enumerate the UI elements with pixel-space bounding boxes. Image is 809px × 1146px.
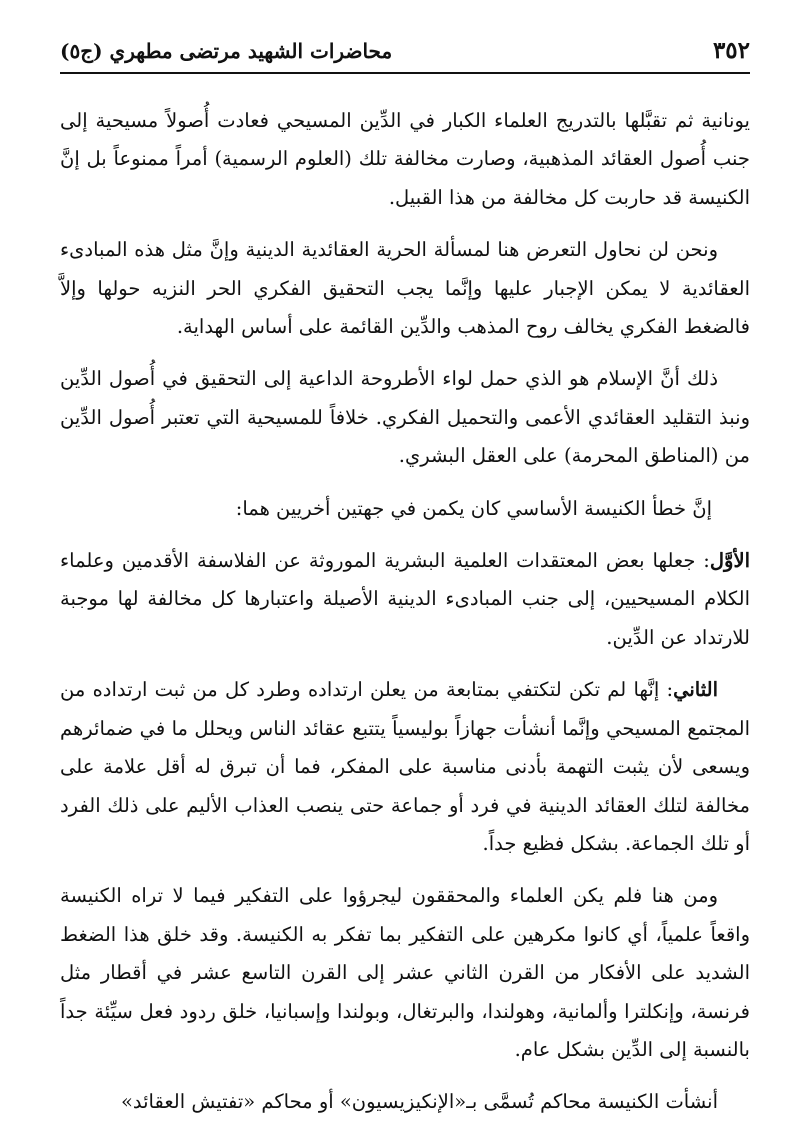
paragraph-8 <box>60 1083 750 1121</box>
paragraph-7 <box>60 877 750 1069</box>
paragraph-4 <box>60 490 750 528</box>
paragraph-7-text: ومن هنا فلم يكن العلماء والمحققون ليجرؤوا على التفكير فيما لا تراه الكنيسة واقعاً علمياً، أي كانوا مكرهين على التفكير بما تفكر به الكنيسة. وقد خلق هذا الضغط الشديد على الأفكار من القرن الثاني عشر إلى القرن التاسع عشر في أقطار مثل فرنسة، وإنكلترا وألمانية، وهولندا، والبرتغال، وبولندا وإسبانيا، خلق ردود فعل سيِّئة جداً بالنسبة إلى الدِّين بشكل عام. <box>60 884 750 1061</box>
header-rule <box>60 72 750 74</box>
paragraph-6-text: : إنَّها لم تكن لتكتفي بمتابعة من يعلن ارتداده وطرد كل من ثبت ارتداده من المجتمع المسيحي وإنَّما أنشأت جهازاً بوليسياً يتتبع عقائد الناس ويحلل ما في ضمائرهم ويسعى لأن يثبت التهمة بأدنى مناسبة على المفكر، فما أن تبرق له أقل علامة على مخالفة لتلك العقائد الدينية في فرد أو جماعة حتى ينصب العذاب الأليم على ذلك الفرد أو تلك الجماعة. بشكل فظيع جداً. <box>60 678 750 855</box>
paragraph-5-lead: الأوَّل <box>709 549 750 573</box>
paragraph-3-text: ذلك أنَّ الإسلام هو الذي حمل لواء الأطروحة الداعية إلى التحقيق في أُصول الدِّين ونبذ التقليد العقائدي الأعمى والتحميل الفكري. خلافاً للمسيحية التي تعتبر أُصول الدِّين من (المناطق المحرمة) على العقل البشري. <box>60 367 750 468</box>
running-title: محاضرات الشهيد مرتضى مطهري (ج٥) <box>60 39 393 63</box>
paragraph-6-lead: الثاني <box>673 678 718 702</box>
paragraph-2 <box>60 231 750 346</box>
paragraph-8-text: أنشأت الكنيسة محاكم تُسمَّى بـ«الإنكيزيسيون» أو محاكم «تفتيش العقائد» <box>120 1090 718 1114</box>
paragraph-6 <box>60 671 750 863</box>
body-text <box>60 102 750 1122</box>
paragraph-5-text: : جعلها بعض المعتقدات العلمية البشرية الموروثة عن الفلاسفة الأقدمين وعلماء الكلام المسيحيين، إلى جنب المبادىء الدينية الأصيلة واعتبارها كل مخالفة لها موجبة للارتداد عن الدِّين. <box>60 549 750 649</box>
paragraph-4-text: إنَّ خطأ الكنيسة الأساسي كان يكمن في جهتين أخريين هما: <box>235 496 712 520</box>
paragraph-1 <box>60 102 750 217</box>
page-number: ٣٥٢ <box>712 37 750 64</box>
paragraph-5 <box>60 542 750 657</box>
document-page <box>60 28 750 1136</box>
paragraph-2-text: ونحن لن نحاول التعرض هنا لمسألة الحرية العقائدية الدينية وإنَّ مثل هذه المبادىء العقائدية لا يمكن الإجبار عليها وإنَّما يجب التحقيق الفكري الحر النزيه حولها وإلاَّ فالضغط الفكري يخالف روح المذهب والدِّين القائمة على أساس الهداية. <box>60 238 750 339</box>
page-header <box>60 28 750 66</box>
paragraph-3 <box>60 360 750 475</box>
paragraph-1-text: يونانية ثم تقبَّلها بالتدريج العلماء الكبار في الدِّين المسيحي فعادت أُصولاً مسيحية إلى جنب أُصول العقائد المذهبية، وصارت مخالفة تلك (العلوم الرسمية) أمراً ممنوعاً بل إنَّ الكنيسة قد حاربت كل مخالفة من هذا القبيل. <box>60 109 750 209</box>
